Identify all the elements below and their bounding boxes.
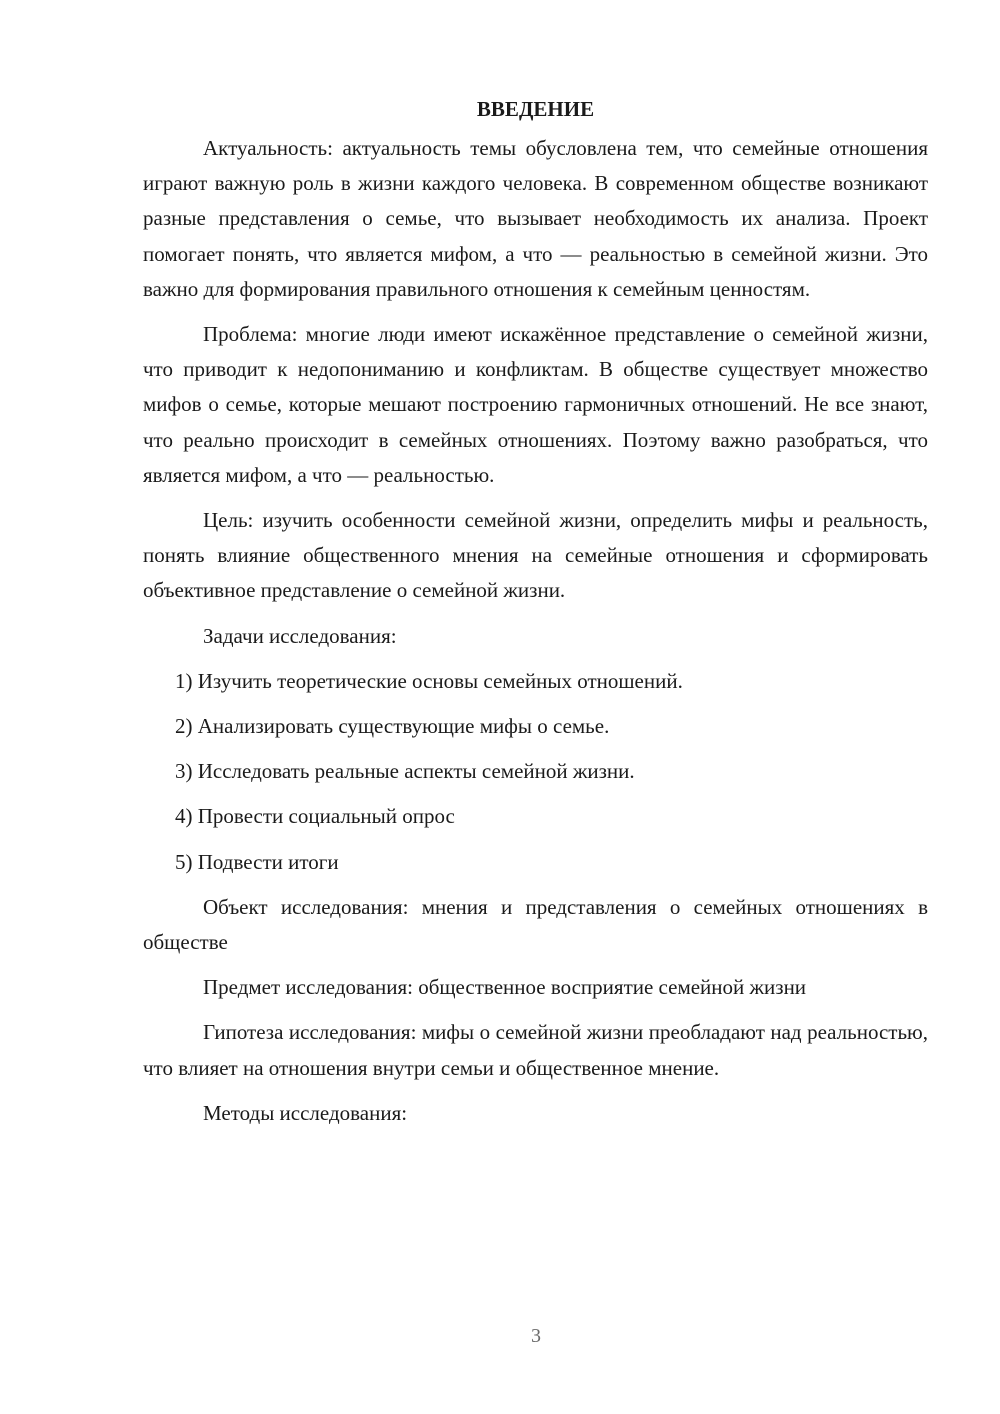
tasks-list: [143, 664, 928, 880]
hypothesis-paragraph: Гипотеза исследования: мифы о семейной жизни преобладают над реальностью, что влияет на отношения внутри семьи и общественное мнение.: [143, 1020, 928, 1080]
tasks-heading: Задачи исследования:: [203, 623, 397, 648]
task-item: 3) Исследовать реальные аспекты семейной жизни.: [175, 759, 635, 784]
task-item: 4) Провести социальный опрос: [175, 804, 455, 829]
subject-paragraph: Предмет исследования: общественное восприятие семейной жизни: [203, 975, 807, 1000]
methods-heading: Методы исследования:: [203, 1100, 408, 1125]
document-page: [143, 92, 928, 1141]
task-item: 2) Анализировать существующие мифы о семье.: [175, 714, 610, 739]
task-item: 5) Подвести итоги: [175, 849, 339, 874]
object-paragraph: Объект исследования: мнения и представления о семейных отношениях в обществе: [143, 894, 928, 955]
section-heading: ВВЕДЕНИЕ: [476, 97, 595, 121]
relevance-paragraph: Актуальность: актуальность темы обусловлена тем, что семейные отношения играют важную роль в жизни каждого человека. В современном обществе возникают разные представления о семье, что вызывает необходимость их анализа. Проект помогает понять, что является мифом, а что — реальностью в семейной жизни. Это важно для формирования правильного отношения к семейным ценностям.: [143, 136, 928, 301]
problem-paragraph: Проблема: многие люди имеют искажённое представление о семейной жизни, что приводит к недопониманию и конфликтам. В обществе существует множество мифов о семье, которые мешают построению гармоничных отношений. Не все знают, что реально происходит в семейных отношениях. Поэтому важно разобраться, что является мифом, а что — реальностью.: [143, 322, 928, 487]
goal-paragraph: Цель: изучить особенности семейной жизни, определить мифы и реальность, понять влияние общественного мнения на семейные отношения и сформировать объективное представление о семейной жизни.: [143, 508, 928, 603]
task-item: 1) Изучить теоретические основы семейных отношений.: [175, 668, 683, 693]
page-number: 3: [531, 1325, 541, 1347]
